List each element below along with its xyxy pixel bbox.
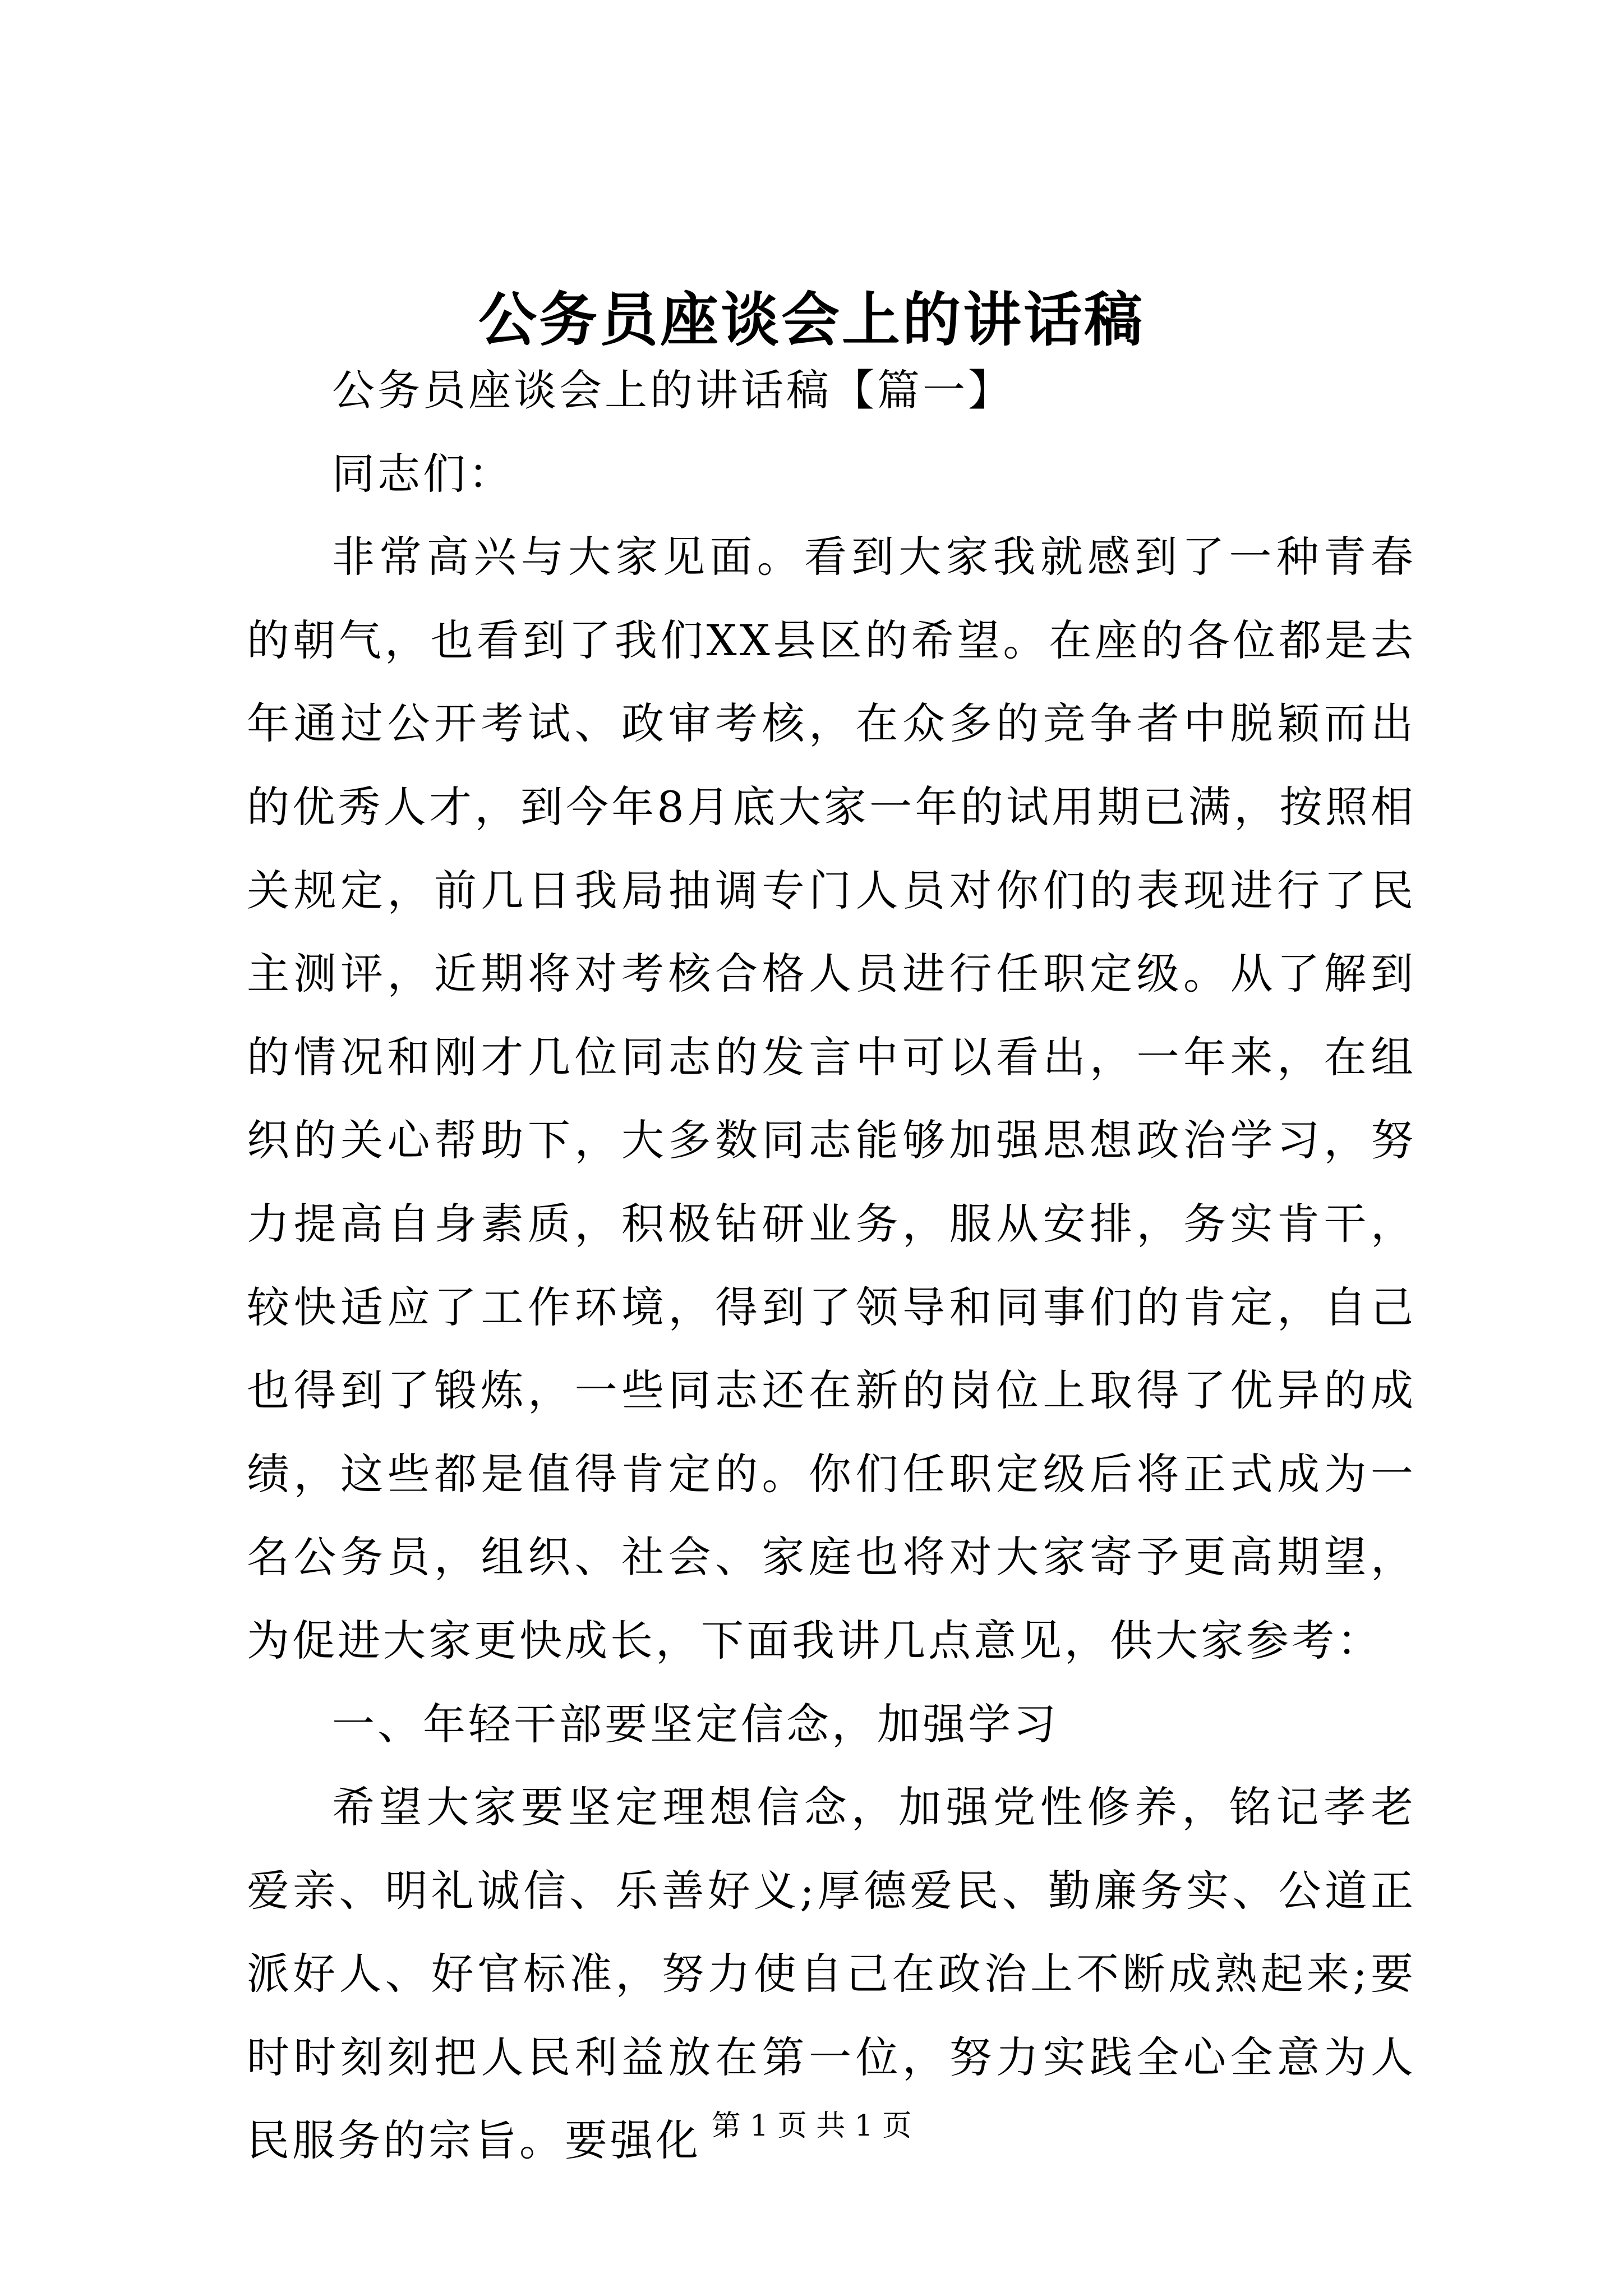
document-body xyxy=(247,349,1416,2183)
section-heading: 公务员座谈会上的讲话稿【篇一】 xyxy=(332,365,1013,415)
document-title: 公务员座谈会上的讲话稿 xyxy=(478,285,1145,354)
body-paragraph: 希望大家要坚定理想信念，加强党性修养，铭记孝老爱亲、明礼诚信、乐善好义;厚德爱民、勤廉务实、公道正派好人、好官标准，努力使自己在政治上不断成熟起来;要时时刻刻把人民利益放在第一位，努力实践全心全意为人民服务的宗旨。要强化 xyxy=(247,1782,1416,2166)
body-paragraph: 非常高兴与大家见面。看到大家我就感到了一种青春的朝气，也看到了我们XX县区的希望。在座的各位都是去年通过公开考试、政审考核，在众多的竞争者中脱颖而出的优秀人才，到今年8月底大家一年的试用期已满，按照相关规定，前几日我局抽调专门人员对你们的表现进行了民主测评，近期将对考核合格人员进行任职定级。从了解到的情况和刚才几位同志的发言中可以看出，一年来，在组织的关心帮助下，大多数同志能够加强思想政治学习，努力提高自身素质，积极钻研业务，服从安排，务实肯干，较快适应了工作环境，得到了领导和同事们的肯定，自己也得到了锻炼，一些同志还在新的岗位上取得了优异的成绩，这些都是值得肯定的。你们任职定级后将正式成为一名公务员，组织、社会、家庭也将对大家寄予更高期望，为促进大家更快成长，下面我讲几点意见，供大家参考： xyxy=(247,532,1416,1665)
page-footer: 第 1 页 共 1 页 xyxy=(711,2109,912,2143)
salutation: 同志们： xyxy=(332,448,514,499)
point-heading: 一、年轻干部要坚定信念，加强学习 xyxy=(332,1699,1059,1749)
